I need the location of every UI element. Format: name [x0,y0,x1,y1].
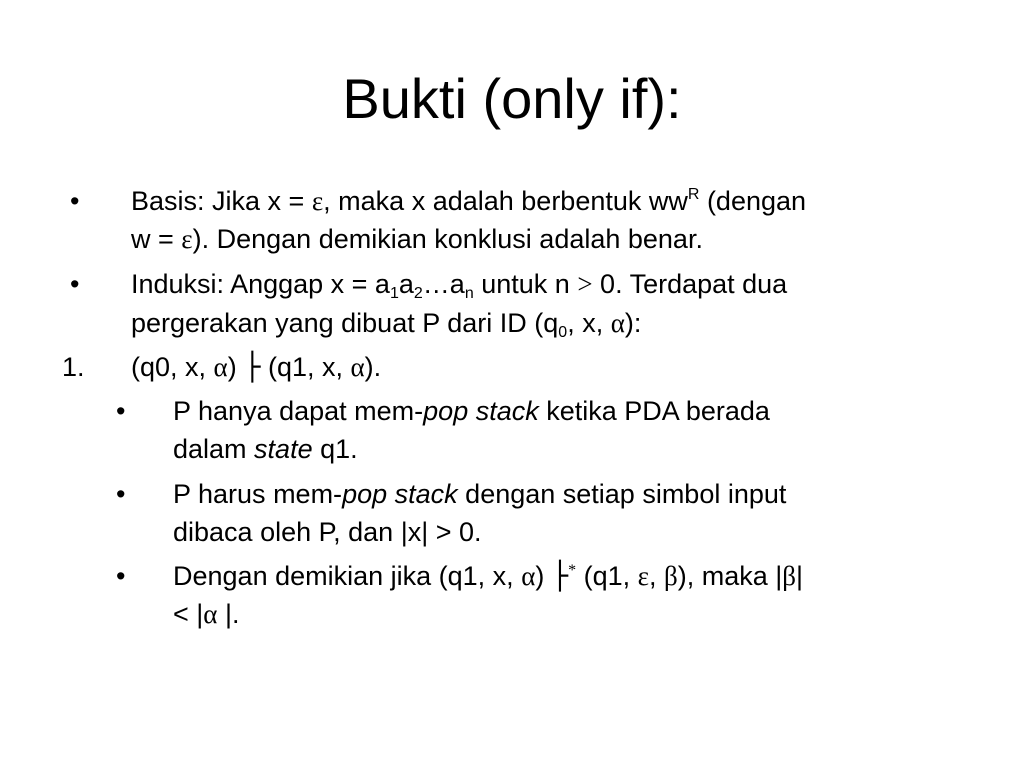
sub-item-1-line-1: P hanya dapat mem-pop stack ketika PDA berada [173,396,770,426]
beta-symbol: β [782,561,797,591]
turnstile-symbol: ├ [551,561,569,592]
turnstile-symbol: ├ [244,352,261,383]
epsilon-symbol: ε [637,561,649,591]
alpha-symbol: α [350,352,365,382]
epsilon-symbol: ε [311,186,324,216]
alpha-symbol: α [213,352,228,382]
sub-item-2-line-2: dibaca oleh P, dan |x| > 0. [173,517,482,547]
basis-line-1: Basis: Jika x = ε, maka x adalah berbentuk $ww^R$ (dengan [131,186,807,216]
sub-item-3-line-1: Dengan demikian jika (q1, x, α) ├* (q1, ε, β), maka |β| [173,561,804,592]
greater-than-symbol: > [577,269,593,299]
basis-label: Basis: [131,186,205,216]
list-number: 1. [62,352,85,382]
step-1-text: (q0, x, α) ├ (q1, x, α). [131,352,382,383]
basis-line-2: w = ε). Dengan demikian konklusi adalah benar. [131,224,703,254]
induksi-line-1: Induksi: Anggap $x = a_1a_2\dots a_n$ untuk n > 0. Terdapat dua [131,269,788,302]
superscript-r: R [687,186,700,203]
kleene-star: * [568,562,577,579]
sub-item-1-line-2: dalam state q1. [173,434,358,464]
alpha-symbol: α [521,561,536,591]
slide-title: Bukti (only if): [342,67,682,130]
beta-symbol: β [664,561,678,591]
bullet-marker: • [70,186,80,216]
induksi-label: Induksi: [131,269,225,299]
sub-item-2-line-1: P harus mem-pop stack dengan setiap simbol input [173,479,787,509]
sub-bullet-marker: • [116,396,126,426]
sub-item-3-line-2: < |α |. [173,599,240,629]
alpha-symbol: α [610,308,625,338]
epsilon-symbol: ε [181,224,193,254]
bullet-marker: • [70,269,80,299]
sub-bullet-marker: • [116,479,126,509]
sub-bullet-marker: • [116,561,126,591]
alpha-symbol: α [203,599,218,629]
induksi-line-2: pergerakan yang dibuat P dari ID ($q_0$, x, α): [131,308,642,341]
